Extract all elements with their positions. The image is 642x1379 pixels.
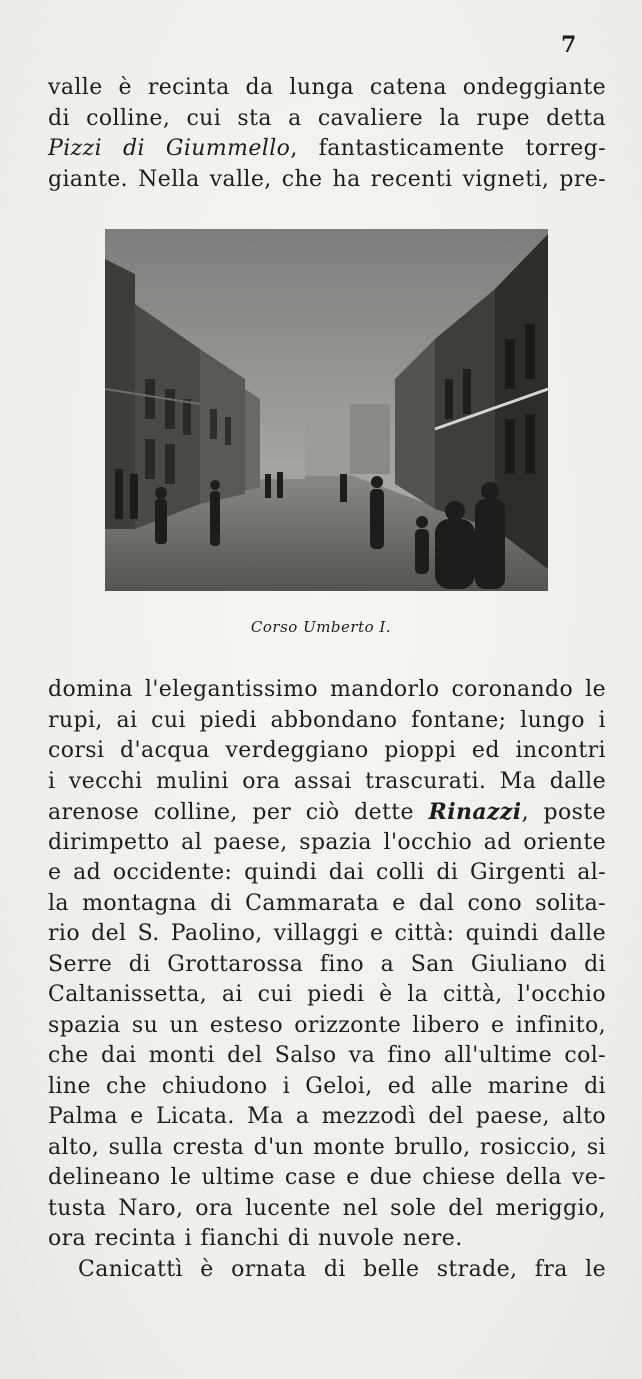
text-line: Serre di Grottarossa fino a San Giuliano di [48, 951, 606, 977]
photo-caption: Corso Umberto I. [250, 618, 392, 636]
text-line: e ad occidente: quindi dai colli di Girgenti al- [48, 860, 606, 885]
text-line: arenose colline, per ciò dette Rinazzi, poste [48, 799, 607, 825]
text-line: line che chiudono i Geloi, ed alle marine di [48, 1073, 606, 1099]
text-line: domina l'elegantissimo mandorlo coronando le [48, 677, 606, 702]
text-line: spazia su un esteso orizzonte libero e infinito, [48, 1012, 606, 1038]
text-line: rupi, ai cui piedi abbondano fontane; lungo i [48, 707, 606, 733]
paragraph-main [48, 675, 606, 1285]
text-line: tusta Naro, ora lucente nel sole del meriggio, [48, 1195, 606, 1221]
street-photograph [105, 229, 548, 591]
text-line: Canicattì è ornata di belle strade, fra le [78, 1256, 606, 1282]
text-line: di colline, cui sta a cavaliere la rupe detta [48, 105, 606, 131]
paragraph-top [48, 73, 606, 195]
text-line: la montagna di Cammarata e dal cono solita- [48, 890, 606, 916]
text-line: Caltanissetta, ai cui piedi è la città, l'occhio [48, 982, 606, 1007]
text-line: giante. Nella valle, che ha recenti vigneti, pre- [48, 166, 606, 192]
text-line: dirimpetto al paese, spazia l'occhio ad oriente [48, 829, 606, 855]
italic-place-name: Rinazzi [428, 799, 522, 825]
text-line: rio del S. Paolino, villaggi e città: quindi dalle [48, 921, 606, 946]
text-line: delineano le ultime case e due chiese della ve- [48, 1165, 606, 1190]
text-line: Palma e Licata. Ma a mezzodì del paese, alto [48, 1104, 606, 1129]
text-line: ora recinta i fianchi di nuvole nere. [48, 1226, 463, 1251]
text-line: valle è recinta da lunga catena ondeggiante [48, 75, 606, 100]
italic-place-name: Pizzi di Giummello [48, 136, 291, 161]
page-number: 7 [561, 32, 577, 58]
text-line: che dai monti del Salso va fino all'ultime col- [48, 1043, 606, 1068]
text-line: i vecchi mulini ora assai trascurati. Ma dalle [48, 768, 606, 794]
text-line: Pizzi di Giummello, fantasticamente torreg- [48, 136, 606, 161]
text-line: corsi d'acqua verdeggiano pioppi ed incontri [48, 738, 606, 763]
text-line: alto, sulla cresta d'un monte brullo, rosiccio, si [48, 1134, 606, 1160]
